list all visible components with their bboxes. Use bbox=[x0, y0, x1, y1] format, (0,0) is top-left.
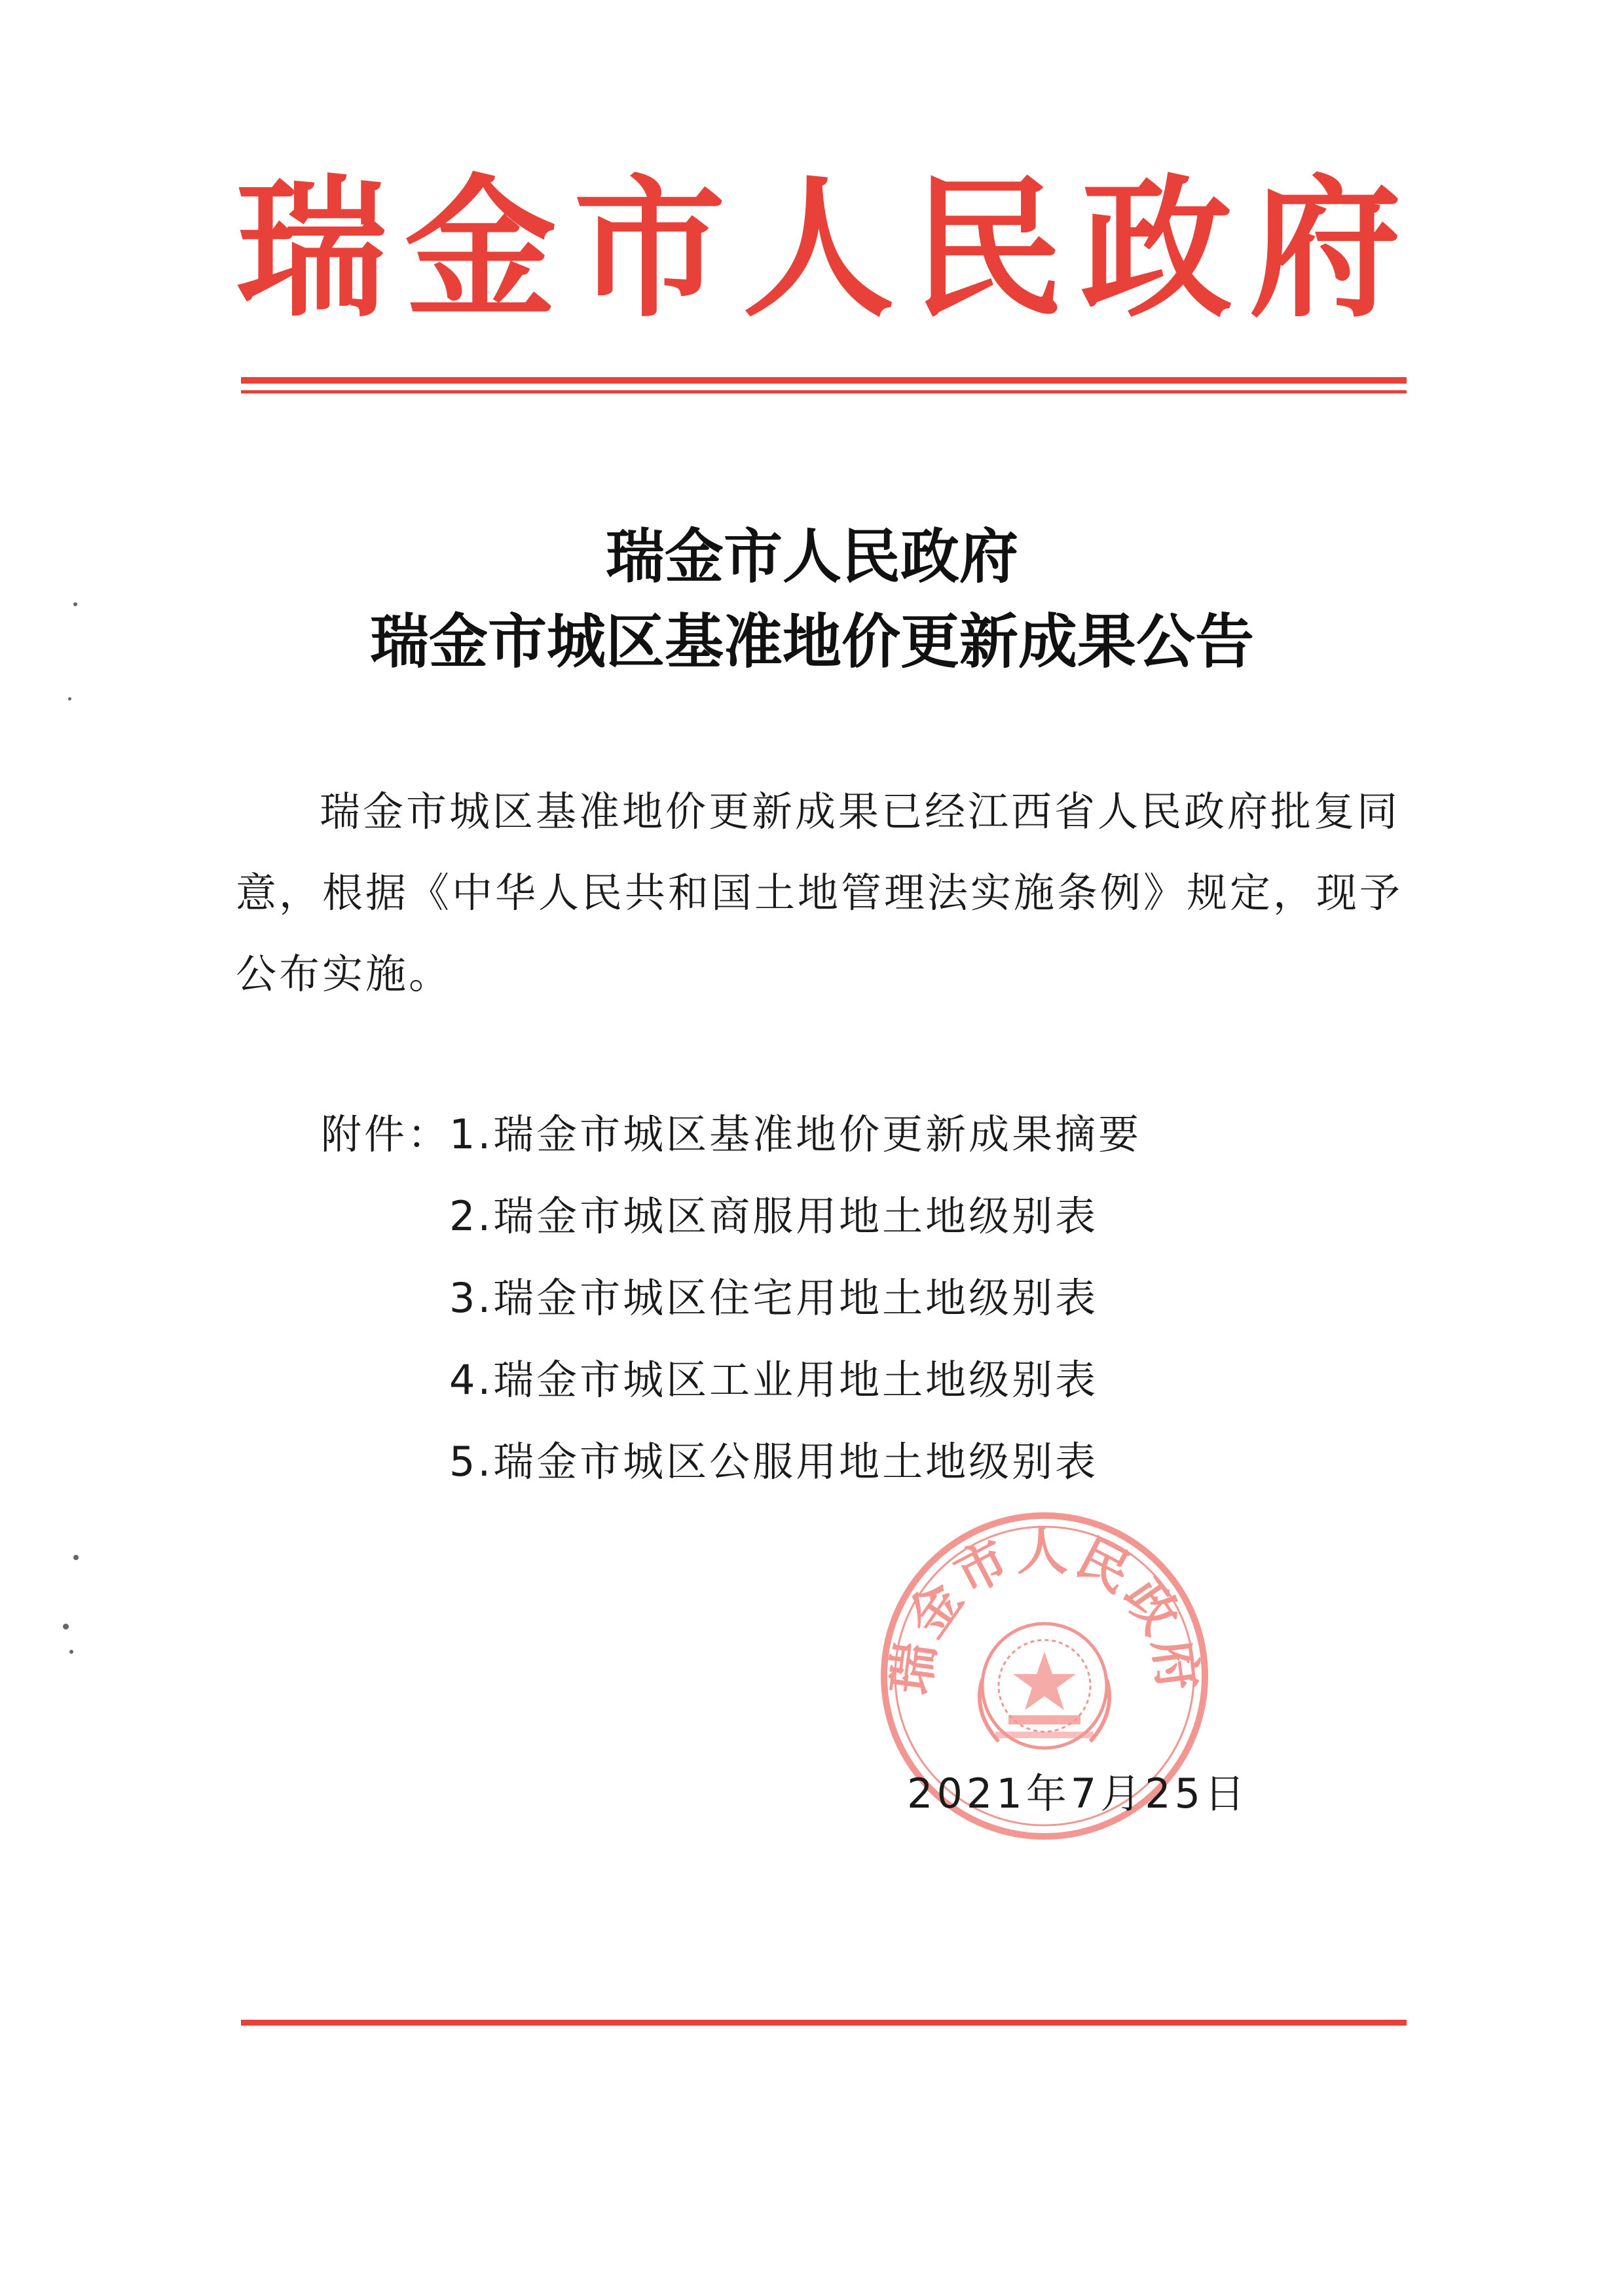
masthead-char: 府 bbox=[1249, 159, 1401, 338]
body-paragraph: 瑞金市城区基准地价更新成果已经江西省人民政府批复同意，根据《中华人民共和国土地管理法实施条例》规定，现予公布实施。 bbox=[236, 788, 1403, 998]
masthead-rule-thin bbox=[241, 390, 1407, 393]
attachment-item: 4.瑞金市城区工业用地土地级别表 bbox=[449, 1356, 1099, 1404]
document-date: 2021年7月25日 bbox=[907, 1770, 1249, 1817]
attachment-item: 5.瑞金市城区公服用地土地级别表 bbox=[449, 1438, 1099, 1485]
masthead-char: 民 bbox=[911, 159, 1063, 338]
national-emblem-icon bbox=[980, 1624, 1109, 1748]
masthead-char: 金 bbox=[404, 159, 557, 338]
attachment-item: 3.瑞金市城区住宅用地土地级别表 bbox=[449, 1274, 1099, 1322]
title-line-2: 瑞金市城区基准地价更新成果公告 bbox=[370, 607, 1254, 676]
title-line-1: 瑞金市人民政府 bbox=[606, 522, 1018, 591]
attachment-item: 1.瑞金市城区基准地价更新成果摘要 bbox=[449, 1110, 1142, 1158]
attachments-label: 附件： bbox=[321, 1110, 451, 1158]
masthead bbox=[236, 159, 1401, 338]
masthead-char: 瑞 bbox=[236, 159, 388, 338]
masthead-char: 人 bbox=[742, 159, 895, 338]
seal-text: 瑞金市人民政府 bbox=[880, 1522, 1209, 1698]
scan-speck bbox=[73, 1555, 79, 1560]
scan-speck bbox=[68, 697, 71, 701]
scan-speck bbox=[73, 602, 77, 606]
scan-speck bbox=[69, 1650, 73, 1654]
masthead-char: 市 bbox=[573, 159, 726, 338]
footer-rule bbox=[241, 2020, 1407, 2026]
attachment-item: 2.瑞金市城区商服用地土地级别表 bbox=[449, 1192, 1099, 1240]
masthead-rule-thick bbox=[241, 377, 1407, 384]
scan-speck bbox=[63, 1624, 69, 1630]
masthead-char: 政 bbox=[1080, 159, 1232, 338]
